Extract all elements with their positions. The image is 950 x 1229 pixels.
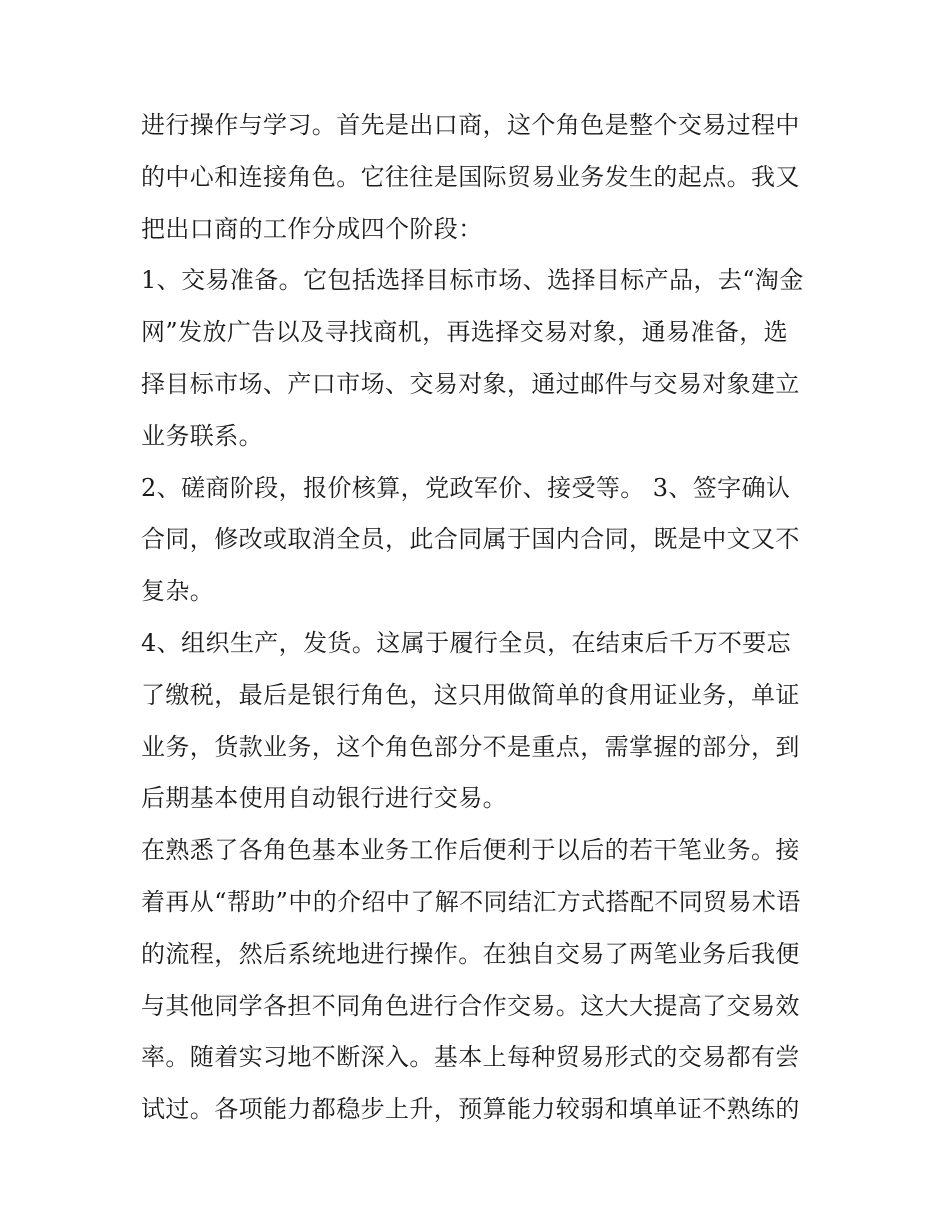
text-line: 4、组织生产，发货。这属于履行全员，在结束后千万不要忘 [141, 628, 792, 657]
text-line: 复杂。 [141, 577, 215, 606]
body-text [141, 100, 816, 1136]
text-line: 把出口商的工作分成四个阶段： [141, 214, 483, 243]
text-line: 业务联系。 [141, 421, 263, 450]
text-line: 后期基本使用自动银行进行交易。 [141, 784, 507, 813]
text-line: 率。随着实习地不断深入。基本上每种贸易形式的交易都有尝 [141, 1043, 800, 1072]
text-line: 2、磋商阶段，报价核算，党政军价、接受等。 3、签字确认 [141, 473, 791, 502]
text-line: 择目标市场、产口市场、交易对象，通过邮件与交易对象建立 [141, 369, 800, 398]
text-line: 进行操作与学习。首先是出口商，这个角色是整个交易过程中 [141, 111, 800, 139]
text-line: 1、交易准备。它包括选择目标市场、选择目标产品，去“淘金 [141, 266, 804, 295]
text-line: 试过。各项能力都稳步上升，预算能力较弱和填单证不熟练的 [141, 1095, 800, 1124]
text-line: 的流程，然后系统地进行操作。在独自交易了两笔业务后我便 [141, 939, 800, 968]
text-line: 合同，修改或取消全员，此合同属于国内合同，既是中文又不 [141, 525, 800, 554]
text-line: 在熟悉了各角色基本业务工作后便利于以后的若干笔业务。接 [141, 836, 800, 865]
text-line: 网”发放广告以及寻找商机，再选择交易对象，通易准备，选 [141, 318, 789, 347]
text-line: 的中心和连接角色。它往往是国际贸易业务发生的起点。我又 [141, 162, 800, 191]
text-line: 了缴税，最后是银行角色，这只用做简单的食用证业务，单证 [141, 680, 800, 709]
text-line: 与其他同学各担不同角色进行合作交易。这大大提高了交易效 [141, 991, 800, 1020]
text-line: 业务，货款业务，这个角色部分不是重点，需掌握的部分，到 [141, 732, 800, 761]
text-line: 着再从“帮助”中的介绍中了解不同结汇方式搭配不同贸易术语 [141, 887, 801, 916]
